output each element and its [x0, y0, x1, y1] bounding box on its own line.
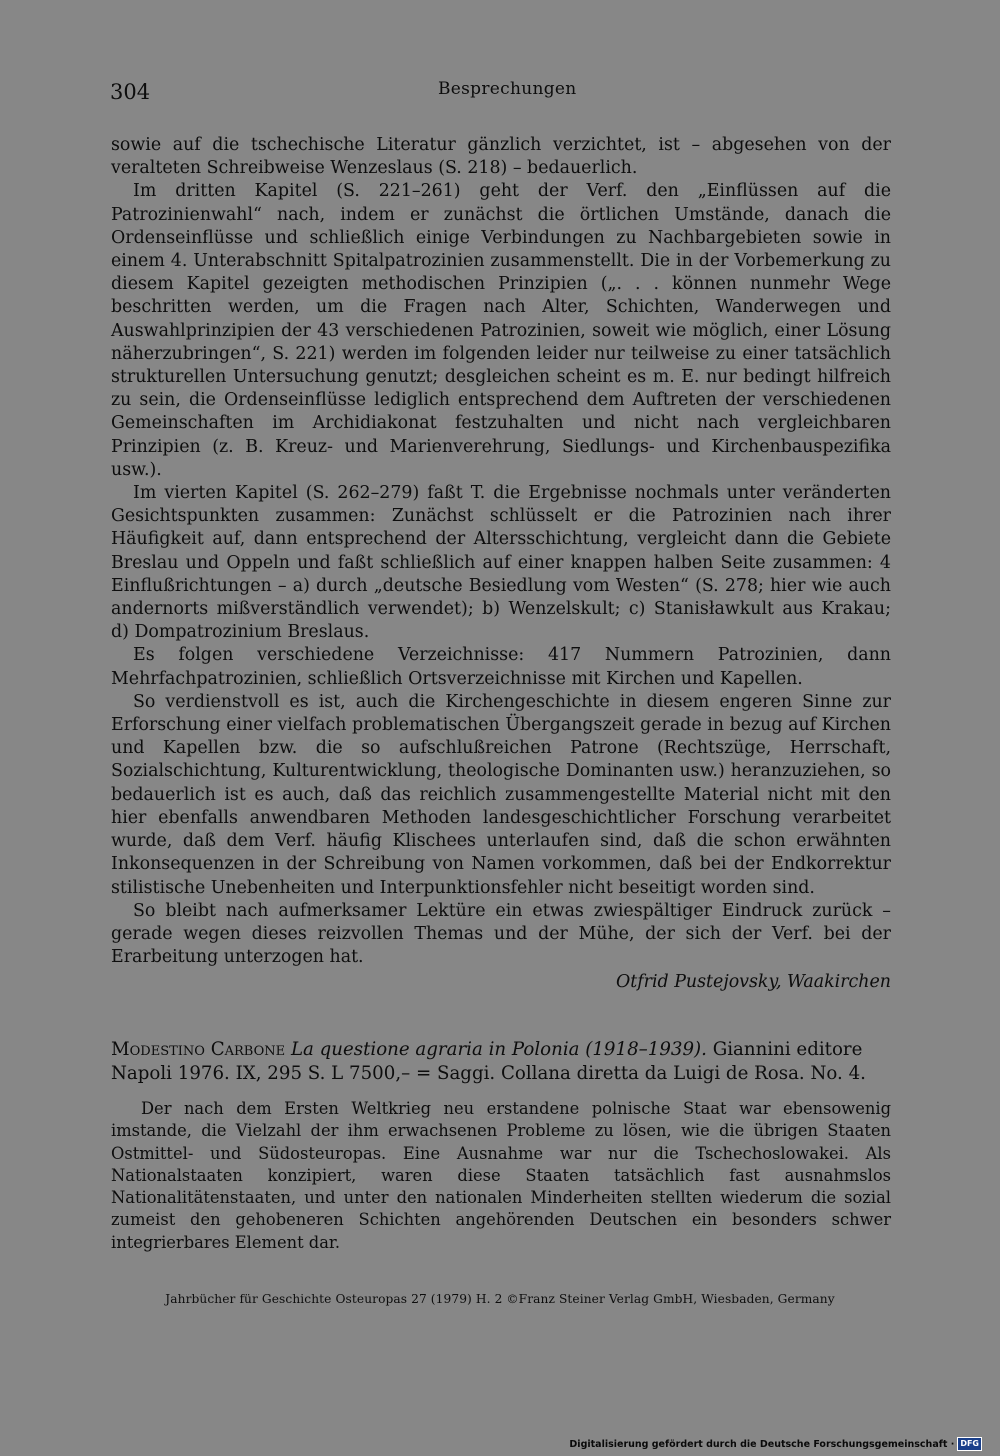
running-head: Besprechungen [438, 79, 577, 99]
dfg-logo-icon: DFG [957, 1437, 982, 1451]
paragraph: Der nach dem Ersten Weltkrieg neu erstandene polnische Staat war ebensowenig imstande, die Vielzahl der ihm erwachsenen Probleme zu lösen, wie die übrigen Staaten Ostmittel- und Südosteuropas. Eine Ausnahme war nur die Tschechoslowakei. Als Nationalstaaten konzipiert, waren diese Staaten tatsächlich fast ausnahmslos Nationalitätenstaaten, und unter den nationalen Minderheiten stellten wiederum die sozial zumeist den gehobeneren Schichten angehörenden Deutschen ein besonders schwer integrierbares Element dar. [111, 1099, 891, 1252]
paragraph: sowie auf die tschechische Literatur gänzlich verzichtet, ist – abgesehen von der veralteten Schreibweise Wenzeslaus (S. 218) – bedauerlich. [111, 135, 891, 179]
review-continued [111, 134, 891, 995]
paragraph: Es folgen verschiedene Verzeichnisse: 417 Nummern Patrozinien, dann Mehrfachpatrozinien, schließlich Ortsverzeichnisse mit Kirchen und Kapellen. [111, 645, 891, 689]
dfg-credit-bar [569, 1437, 982, 1451]
book-author: Modestino Carbone [111, 1039, 286, 1060]
bibliographic-entry [111, 1038, 891, 1085]
dfg-credit-text: Digitalisierung gefördert durch die Deutsche Forschungsgemeinschaft · [569, 1438, 955, 1450]
paragraph: So bleibt nach aufmerksamer Lektüre ein etwas zwiespältiger Eindruck zurück – gerade wegen dieses reizvollen Themas und der Mühe, der sich der Verf. bei der Erarbeitung unterzogen hat. [111, 900, 891, 968]
reviewer-signature: Otfrid Pustejovsky, Waakirchen [616, 972, 891, 993]
review-body [111, 1098, 891, 1254]
paragraph: So verdienstvoll es ist, auch die Kirchengeschichte in diesem engeren Sinne zur Erforschung einer vielfach problematischen Übergangszeit gerade in bezug auf Kirchen und Kapellen bzw. die so aufschlußreichen Patrone (Rechtszüge, Herrschaft, Sozialschichtung, Kulturentwicklung, theologische Dominanten usw.) heranzuziehen, so bedauerlich ist es auch, daß das reichlich zusammengestellte Material nicht mit den hier ebenfalls anwendbaren Methoden landesgeschichtlicher Forschung verarbeitet wurde, daß dem Verf. häufig Klischees unterlaufen sind, daß die schon erwähnten Inkonsequenzen in der Schreibung von Namen vorkommen, daß bei der Endkorrektur stilistische Unebenheiten und Interpunktionsfehler nicht beseitigt worden sind. [111, 691, 891, 898]
book-details: Giannini editore Napoli 1976. IX, 295 S. L 7500,– = Saggi. Collana diretta da Luigi de Rosa. No. 4. [111, 1039, 866, 1084]
paragraph: Im vierten Kapitel (S. 262–279) faßt T. die Ergebnisse nochmals unter veränderten Gesichtspunkten zusammen: Zunächst schlüsselt er die Patrozinien nach ihrer Häufigkeit auf, dann entsprechend der Altersschichtung, vergleicht dann die Gebiete Breslau und Oppeln und faßt schließlich auf einer knappen halben Seite zusammen: 4 Einflußrichtungen – a) durch „deutsche Besiedlung vom Westen“ (S. 278; hier wie auch andernorts mißverständlich verwendet); b) Wenzelskult; c) Stanisławkult aus Krakau; d) Dompatrozinium Breslaus. [111, 483, 891, 643]
paragraph: Im dritten Kapitel (S. 221–261) geht der Verf. den „Einflüssen auf die Patrozinienwahl“ nach, indem er zunächst die örtlichen Umstände, danach die Ordenseinflüsse und schließlich einige Verbindungen zu Nachbargebieten sowie in einem 4. Unterabschnitt Spitalpatrozinien zusammenstellt. Die in der Vorbemerkung zu diesem Kapitel gezeigten methodischen Prinzipien („. . . können nunmehr Wege beschritten werden, um die Fragen nach Alter, Schichten, Wanderwegen und Auswahlprinzipien der 43 verschiedenen Patrozinien, soweit wie möglich, einer Lösung näherzubringen“, S. 221) werden im folgenden leider nur teilweise zu einer tatsächlich strukturellen Untersuchung genutzt; desgleichen scheint es m. E. nur bedingt hilfreich zu sein, die Ordenseinflüsse lediglich entsprechend dem Auftreten der verschiedenen Gemeinschaften im Archidiakonat festzuhalten und nicht nach vergleichbaren Prinzipien (z. B. Kreuz- und Marienverehrung, Siedlungs- und Kirchenbauspezifika usw.). [111, 181, 891, 480]
journal-footer: Jahrbücher für Geschichte Osteuropas 27 (1979) H. 2 ©Franz Steiner Verlag GmbH, Wiesbaden, Germany [165, 1292, 835, 1306]
book-title: La questione agraria in Polonia (1918–1939). [290, 1039, 707, 1060]
page-number: 304 [110, 80, 151, 104]
